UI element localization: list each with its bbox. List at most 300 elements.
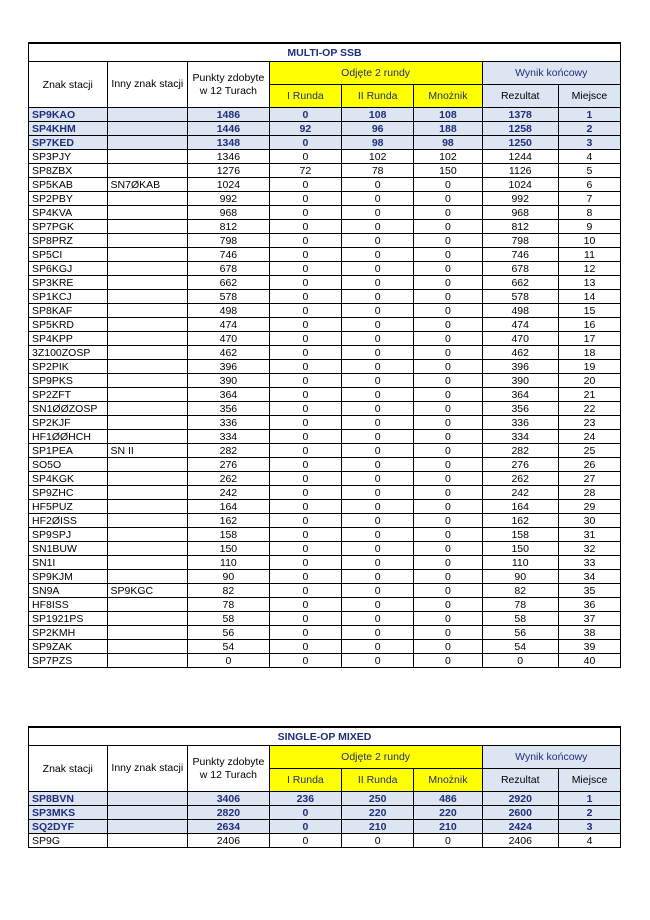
other-call-cell (107, 570, 188, 584)
round-1-cell: 0 (269, 556, 341, 570)
multiplier-cell: 486 (414, 792, 482, 806)
round-2-cell: 108 (342, 108, 414, 122)
round-1-cell: 0 (269, 276, 341, 290)
table-row (29, 598, 621, 612)
place-cell: 28 (558, 486, 620, 500)
place-cell: 15 (558, 304, 620, 318)
points-cell: 158 (188, 528, 270, 542)
place-cell: 8 (558, 206, 620, 220)
place-cell: 12 (558, 262, 620, 276)
multiplier-cell: 0 (414, 276, 482, 290)
other-call-cell (107, 136, 188, 150)
points-cell: 1486 (188, 108, 270, 122)
place-cell: 27 (558, 472, 620, 486)
round-1-cell: 0 (269, 416, 341, 430)
header-other-call: Inny znak stacji (107, 746, 188, 792)
points-cell: 276 (188, 458, 270, 472)
result-cell: 1258 (482, 122, 558, 136)
call-sign-cell: SP1KCJ (29, 290, 108, 304)
points-cell: 58 (188, 612, 270, 626)
place-cell: 2 (558, 122, 620, 136)
points-cell: 162 (188, 514, 270, 528)
other-call-cell (107, 806, 188, 820)
other-call-cell (107, 234, 188, 248)
table-row (29, 248, 621, 262)
multiplier-cell: 0 (414, 346, 482, 360)
header-call: Znak stacji (29, 746, 108, 792)
round-2-cell: 0 (342, 248, 414, 262)
result-cell: 164 (482, 500, 558, 514)
result-cell: 162 (482, 514, 558, 528)
single-op-mixed-table (28, 726, 621, 848)
table-row (29, 262, 621, 276)
multiplier-cell: 0 (414, 444, 482, 458)
table-row (29, 122, 621, 136)
result-cell: 78 (482, 598, 558, 612)
result-cell: 242 (482, 486, 558, 500)
points-cell: 992 (188, 192, 270, 206)
place-cell: 32 (558, 542, 620, 556)
result-cell: 2406 (482, 834, 558, 848)
other-call-cell (107, 528, 188, 542)
points-cell: 356 (188, 402, 270, 416)
round-1-cell: 0 (269, 598, 341, 612)
multiplier-cell: 0 (414, 402, 482, 416)
place-cell: 2 (558, 806, 620, 820)
call-sign-cell: SP4KHM (29, 122, 108, 136)
other-call-cell (107, 360, 188, 374)
round-2-cell: 0 (342, 234, 414, 248)
round-1-cell: 0 (269, 640, 341, 654)
round-1-cell: 0 (269, 834, 341, 848)
other-call-cell (107, 654, 188, 668)
result-cell: 678 (482, 262, 558, 276)
points-cell: 282 (188, 444, 270, 458)
round-1-cell: 0 (269, 486, 341, 500)
round-1-cell: 0 (269, 108, 341, 122)
result-cell: 2424 (482, 820, 558, 834)
call-sign-cell: SP7PGK (29, 220, 108, 234)
place-cell: 33 (558, 556, 620, 570)
result-cell: 58 (482, 612, 558, 626)
table-row (29, 584, 621, 598)
round-1-cell: 0 (269, 626, 341, 640)
other-call-cell (107, 820, 188, 834)
points-cell: 56 (188, 626, 270, 640)
call-sign-cell: SP2KJF (29, 416, 108, 430)
multiplier-cell: 0 (414, 598, 482, 612)
table-row (29, 486, 621, 500)
header-points: Punkty zdobyte w 12 Turach (188, 746, 270, 792)
points-cell: 0 (188, 654, 270, 668)
place-cell: 40 (558, 654, 620, 668)
round-2-cell: 0 (342, 360, 414, 374)
place-cell: 22 (558, 402, 620, 416)
result-cell: 276 (482, 458, 558, 472)
call-sign-cell: SP5KRD (29, 318, 108, 332)
result-cell: 662 (482, 276, 558, 290)
round-2-cell: 0 (342, 402, 414, 416)
table-row (29, 178, 621, 192)
place-cell: 23 (558, 416, 620, 430)
multiplier-cell: 0 (414, 248, 482, 262)
round-2-cell: 0 (342, 304, 414, 318)
round-2-cell: 0 (342, 626, 414, 640)
table-row (29, 458, 621, 472)
round-2-cell: 210 (342, 820, 414, 834)
place-cell: 39 (558, 640, 620, 654)
multiplier-cell: 0 (414, 374, 482, 388)
result-cell: 992 (482, 192, 558, 206)
points-cell: 470 (188, 332, 270, 346)
place-cell: 1 (558, 792, 620, 806)
place-cell: 7 (558, 192, 620, 206)
result-cell: 1378 (482, 108, 558, 122)
round-1-cell: 0 (269, 584, 341, 598)
place-cell: 19 (558, 360, 620, 374)
header-final: Wynik końcowy (482, 746, 620, 769)
place-cell: 6 (558, 178, 620, 192)
round-2-cell: 0 (342, 640, 414, 654)
round-1-cell: 0 (269, 570, 341, 584)
round-1-cell: 0 (269, 458, 341, 472)
result-cell: 2600 (482, 806, 558, 820)
result-cell: 82 (482, 584, 558, 598)
multiplier-cell: 0 (414, 360, 482, 374)
call-sign-cell: SP9ZHC (29, 486, 108, 500)
table-row (29, 834, 621, 848)
result-cell: 746 (482, 248, 558, 262)
multiplier-cell: 0 (414, 416, 482, 430)
table-row (29, 234, 621, 248)
call-sign-cell: SN9A (29, 584, 108, 598)
header-result: Rezultat (482, 85, 558, 108)
call-sign-cell: HF1ØØHCH (29, 430, 108, 444)
multiplier-cell: 0 (414, 570, 482, 584)
call-sign-cell: SP8ZBX (29, 164, 108, 178)
round-1-cell: 0 (269, 472, 341, 486)
other-call-cell (107, 612, 188, 626)
points-cell: 462 (188, 346, 270, 360)
round-1-cell: 0 (269, 388, 341, 402)
call-sign-cell: SP9KAO (29, 108, 108, 122)
round-2-cell: 0 (342, 430, 414, 444)
other-call-cell (107, 416, 188, 430)
table-row (29, 276, 621, 290)
other-call-cell (107, 500, 188, 514)
round-2-cell: 0 (342, 416, 414, 430)
table-row (29, 220, 621, 234)
points-cell: 578 (188, 290, 270, 304)
round-1-cell: 0 (269, 528, 341, 542)
points-cell: 262 (188, 472, 270, 486)
round-2-cell: 0 (342, 374, 414, 388)
result-cell: 90 (482, 570, 558, 584)
multiplier-cell: 0 (414, 486, 482, 500)
round-1-cell: 0 (269, 820, 341, 834)
place-cell: 17 (558, 332, 620, 346)
round-2-cell: 102 (342, 150, 414, 164)
points-cell: 2406 (188, 834, 270, 848)
round-1-cell: 0 (269, 402, 341, 416)
multiplier-cell: 0 (414, 626, 482, 640)
other-call-cell: SN II (107, 444, 188, 458)
points-cell: 242 (188, 486, 270, 500)
round-1-cell: 0 (269, 304, 341, 318)
call-sign-cell: SP1921PS (29, 612, 108, 626)
table-row (29, 556, 621, 570)
place-cell: 3 (558, 136, 620, 150)
table-row (29, 374, 621, 388)
header-points: Punkty zdobyte w 12 Turach (188, 62, 270, 108)
section-title: MULTI-OP SSB (29, 43, 621, 62)
multiplier-cell: 0 (414, 234, 482, 248)
multiplier-cell: 0 (414, 500, 482, 514)
multiplier-cell: 0 (414, 262, 482, 276)
header-deducted: Odjęte 2 rundy (269, 62, 482, 85)
round-1-cell: 0 (269, 514, 341, 528)
call-sign-cell: SO5O (29, 458, 108, 472)
multiplier-cell: 0 (414, 584, 482, 598)
result-cell: 1250 (482, 136, 558, 150)
other-call-cell (107, 122, 188, 136)
round-2-cell: 0 (342, 290, 414, 304)
points-cell: 1346 (188, 150, 270, 164)
other-call-cell (107, 458, 188, 472)
multiplier-cell: 0 (414, 290, 482, 304)
round-1-cell: 0 (269, 360, 341, 374)
round-1-cell: 0 (269, 346, 341, 360)
other-call-cell (107, 346, 188, 360)
round-1-cell: 0 (269, 136, 341, 150)
header-call: Znak stacji (29, 62, 108, 108)
result-cell: 2920 (482, 792, 558, 806)
other-call-cell (107, 374, 188, 388)
call-sign-cell: SP4KGK (29, 472, 108, 486)
other-call-cell (107, 192, 188, 206)
call-sign-cell: SP5KAB (29, 178, 108, 192)
call-sign-cell: SP3KRE (29, 276, 108, 290)
round-1-cell: 0 (269, 654, 341, 668)
table-row (29, 514, 621, 528)
place-cell: 30 (558, 514, 620, 528)
result-cell: 798 (482, 234, 558, 248)
multiplier-cell: 98 (414, 136, 482, 150)
other-call-cell (107, 164, 188, 178)
round-2-cell: 96 (342, 122, 414, 136)
call-sign-cell: SP9PKS (29, 374, 108, 388)
header-other-call: Inny znak stacji (107, 62, 188, 108)
round-1-cell: 92 (269, 122, 341, 136)
points-cell: 364 (188, 388, 270, 402)
points-cell: 798 (188, 234, 270, 248)
place-cell: 26 (558, 458, 620, 472)
points-cell: 2820 (188, 806, 270, 820)
round-2-cell: 0 (342, 388, 414, 402)
place-cell: 5 (558, 164, 620, 178)
multiplier-cell: 220 (414, 806, 482, 820)
round-2-cell: 0 (342, 346, 414, 360)
result-cell: 336 (482, 416, 558, 430)
round-1-cell: 0 (269, 806, 341, 820)
place-cell: 38 (558, 626, 620, 640)
round-2-cell: 0 (342, 570, 414, 584)
round-1-cell: 236 (269, 792, 341, 806)
table-row (29, 318, 621, 332)
other-call-cell (107, 514, 188, 528)
place-cell: 4 (558, 834, 620, 848)
place-cell: 20 (558, 374, 620, 388)
multiplier-cell: 0 (414, 192, 482, 206)
round-2-cell: 78 (342, 164, 414, 178)
round-1-cell: 0 (269, 248, 341, 262)
other-call-cell (107, 834, 188, 848)
round-2-cell: 0 (342, 332, 414, 346)
call-sign-cell: SP1PEA (29, 444, 108, 458)
call-sign-cell: SP8PRZ (29, 234, 108, 248)
place-cell: 11 (558, 248, 620, 262)
result-cell: 1126 (482, 164, 558, 178)
round-1-cell: 0 (269, 206, 341, 220)
multiplier-cell: 0 (414, 318, 482, 332)
round-2-cell: 0 (342, 542, 414, 556)
other-call-cell: SN7ØKAB (107, 178, 188, 192)
table-row (29, 570, 621, 584)
header-place: Miejsce (558, 85, 620, 108)
other-call-cell (107, 150, 188, 164)
table-row (29, 444, 621, 458)
points-cell: 90 (188, 570, 270, 584)
points-cell: 334 (188, 430, 270, 444)
table-row (29, 430, 621, 444)
other-call-cell (107, 640, 188, 654)
round-1-cell: 0 (269, 262, 341, 276)
multiplier-cell: 102 (414, 150, 482, 164)
table-row (29, 136, 621, 150)
call-sign-cell: SP2PBY (29, 192, 108, 206)
other-call-cell (107, 332, 188, 346)
call-sign-cell: SP4KVA (29, 206, 108, 220)
round-2-cell: 0 (342, 556, 414, 570)
multiplier-cell: 0 (414, 640, 482, 654)
other-call-cell (107, 486, 188, 500)
header-round-2: II Runda (342, 769, 414, 792)
points-cell: 150 (188, 542, 270, 556)
other-call-cell (107, 206, 188, 220)
round-1-cell: 72 (269, 164, 341, 178)
round-1-cell: 0 (269, 612, 341, 626)
points-cell: 968 (188, 206, 270, 220)
table-row (29, 500, 621, 514)
round-1-cell: 0 (269, 318, 341, 332)
points-cell: 54 (188, 640, 270, 654)
multiplier-cell: 108 (414, 108, 482, 122)
multiplier-cell: 0 (414, 528, 482, 542)
table-row (29, 654, 621, 668)
round-2-cell: 0 (342, 612, 414, 626)
multiplier-cell: 0 (414, 178, 482, 192)
other-call-cell: SP9KGC (107, 584, 188, 598)
call-sign-cell: SP4KPP (29, 332, 108, 346)
place-cell: 29 (558, 500, 620, 514)
round-1-cell: 0 (269, 178, 341, 192)
round-1-cell: 0 (269, 192, 341, 206)
points-cell: 678 (188, 262, 270, 276)
multiplier-cell: 0 (414, 612, 482, 626)
other-call-cell (107, 290, 188, 304)
call-sign-cell: SP3MKS (29, 806, 108, 820)
call-sign-cell: SP8KAF (29, 304, 108, 318)
call-sign-cell: SN1ØØZOSP (29, 402, 108, 416)
points-cell: 812 (188, 220, 270, 234)
table-row (29, 472, 621, 486)
result-cell: 56 (482, 626, 558, 640)
other-call-cell (107, 220, 188, 234)
header-round-1: I Runda (269, 85, 341, 108)
result-cell: 356 (482, 402, 558, 416)
call-sign-cell: SP6KGJ (29, 262, 108, 276)
place-cell: 13 (558, 276, 620, 290)
place-cell: 31 (558, 528, 620, 542)
result-cell: 282 (482, 444, 558, 458)
call-sign-cell: SP2PIK (29, 360, 108, 374)
table-row (29, 792, 621, 806)
call-sign-cell: SP9SPJ (29, 528, 108, 542)
round-1-cell: 0 (269, 332, 341, 346)
round-2-cell: 0 (342, 834, 414, 848)
table-row (29, 402, 621, 416)
round-2-cell: 0 (342, 276, 414, 290)
result-cell: 462 (482, 346, 558, 360)
round-2-cell: 0 (342, 178, 414, 192)
table-row (29, 164, 621, 178)
multiplier-cell: 210 (414, 820, 482, 834)
call-sign-cell: 3Z100ZOSP (29, 346, 108, 360)
round-2-cell: 0 (342, 220, 414, 234)
table-row (29, 640, 621, 654)
place-cell: 36 (558, 598, 620, 612)
multiplier-cell: 0 (414, 834, 482, 848)
result-cell: 262 (482, 472, 558, 486)
call-sign-cell: HF5PUZ (29, 500, 108, 514)
header-round-2: II Runda (342, 85, 414, 108)
place-cell: 1 (558, 108, 620, 122)
result-cell: 396 (482, 360, 558, 374)
round-2-cell: 0 (342, 444, 414, 458)
round-2-cell: 0 (342, 262, 414, 276)
other-call-cell (107, 792, 188, 806)
call-sign-cell: SN1I (29, 556, 108, 570)
section-title: SINGLE-OP MIXED (29, 727, 621, 746)
table-row (29, 820, 621, 834)
place-cell: 37 (558, 612, 620, 626)
round-2-cell: 0 (342, 192, 414, 206)
table-row (29, 150, 621, 164)
call-sign-cell: SP9KJM (29, 570, 108, 584)
result-cell: 158 (482, 528, 558, 542)
result-cell: 470 (482, 332, 558, 346)
header-result: Rezultat (482, 769, 558, 792)
multiplier-cell: 0 (414, 388, 482, 402)
other-call-cell (107, 626, 188, 640)
call-sign-cell: SP9ZAK (29, 640, 108, 654)
place-cell: 24 (558, 430, 620, 444)
other-call-cell (107, 276, 188, 290)
table-row (29, 346, 621, 360)
round-2-cell: 0 (342, 486, 414, 500)
round-1-cell: 0 (269, 500, 341, 514)
call-sign-cell: SN1BUW (29, 542, 108, 556)
